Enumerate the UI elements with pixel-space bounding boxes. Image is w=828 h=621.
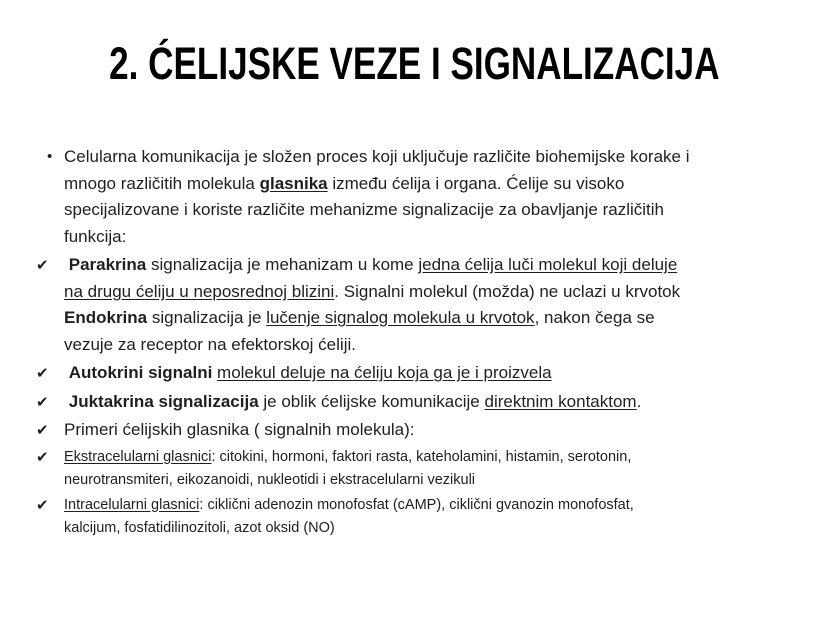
bullet-text [64,446,808,492]
text-segment: kalcijum, fosfatidilinozitoli, azot oksid (NO) [64,519,335,536]
bullet-text [64,389,808,416]
bullet-item [36,446,808,492]
text-segment: lučenje signalog molekula u krvotok [266,308,535,327]
bullet-item [36,144,808,250]
text-segment: glasnika [259,173,328,193]
text-line [64,305,808,332]
text-segment: je oblik ćelijske komunikacije [258,391,485,411]
text-line [64,360,808,387]
text-line [64,279,808,306]
text-segment: vezuje za receptor na efektorskoj ćeliji. [64,334,356,354]
slide-title: 2. ĆELIJSKE VEZE I SIGNALIZACIJA [108,38,720,89]
text-segment: signalizacija je mehanizam u kome [146,255,419,274]
text-segment: : ciklični adenozin monofosfat (cAMP), ciklični gvanozin monofosfat, [199,496,634,513]
text-segment: Primeri ćelijskih glasnika ( signalnih molekula): [64,420,415,439]
text-segment: : citokini, hormoni, faktori rasta, kateholamini, histamin, serotonin, [211,448,632,465]
bullet-list [0,144,828,540]
checkmark-icon: ✔ [36,364,49,382]
text-segment: signalizacija je [147,308,267,327]
text-line [64,197,808,224]
bullet-text [64,252,808,358]
text-segment: , nakon čega se [534,308,655,327]
dot-bullet-icon: • [47,148,53,165]
bullet-text [64,360,808,387]
bullet-item [36,252,808,358]
text-line [64,446,808,469]
text-segment: funkcija: [64,226,127,246]
text-segment: Autokrini signalni [68,363,213,382]
text-segment: jedna ćelija luči molekul koji deluje [418,255,678,274]
text-segment: Endokrina [64,308,148,327]
text-segment: specijalizovane i koriste različite mehanizme signalizacije za obavljanje različitih [64,200,664,219]
text-segment: direktnim kontaktom [484,391,637,411]
text-segment: Celularna komunikacija je složen proces koji uključuje različite biohemijske korake i [64,147,690,166]
checkmark-icon: ✔ [36,256,49,274]
text-segment: . Signalni molekul (možda) ne uclazi u krvotok [334,281,681,301]
text-segment: Parakrina [68,255,147,274]
text-line [64,224,808,251]
text-line [64,469,808,492]
checkmark-icon: ✔ [36,447,49,466]
bullet-text [64,417,808,444]
checkmark-icon: ✔ [36,392,49,411]
text-segment: na drugu ćeliju u neposrednoj blizini [64,281,335,301]
text-segment: mnogo različitih molekula [64,173,260,193]
text-segment: . [636,391,642,411]
checkmark-icon: ✔ [36,495,49,514]
text-line [64,417,808,444]
bullet-item [36,417,808,444]
text-line [64,171,808,198]
text-line [64,252,808,279]
bullet-text [64,144,808,250]
text-segment: između ćelija i organa. Ćelije su visoko [327,173,625,193]
text-line [64,494,808,517]
bullet-text [64,494,808,540]
text-line [64,144,808,171]
text-line [64,332,808,359]
text-line [64,389,808,416]
bullet-item [36,360,808,387]
title-container [0,38,828,90]
text-segment: Intracelularni glasnici [64,496,200,513]
text-segment: Ekstracelularni glasnici [64,448,212,465]
bullet-item [36,494,808,540]
text-segment: Juktakrina signalizacija [68,391,259,411]
checkmark-icon: ✔ [36,421,49,439]
text-segment: neurotransmiteri, eikozanoidi, nukleotidi i ekstracelularni vezikuli [64,471,476,488]
bullet-item [36,389,808,416]
text-line [64,517,808,540]
text-segment: molekul deluje na ćeliju koja ga je i proizvela [217,363,552,382]
